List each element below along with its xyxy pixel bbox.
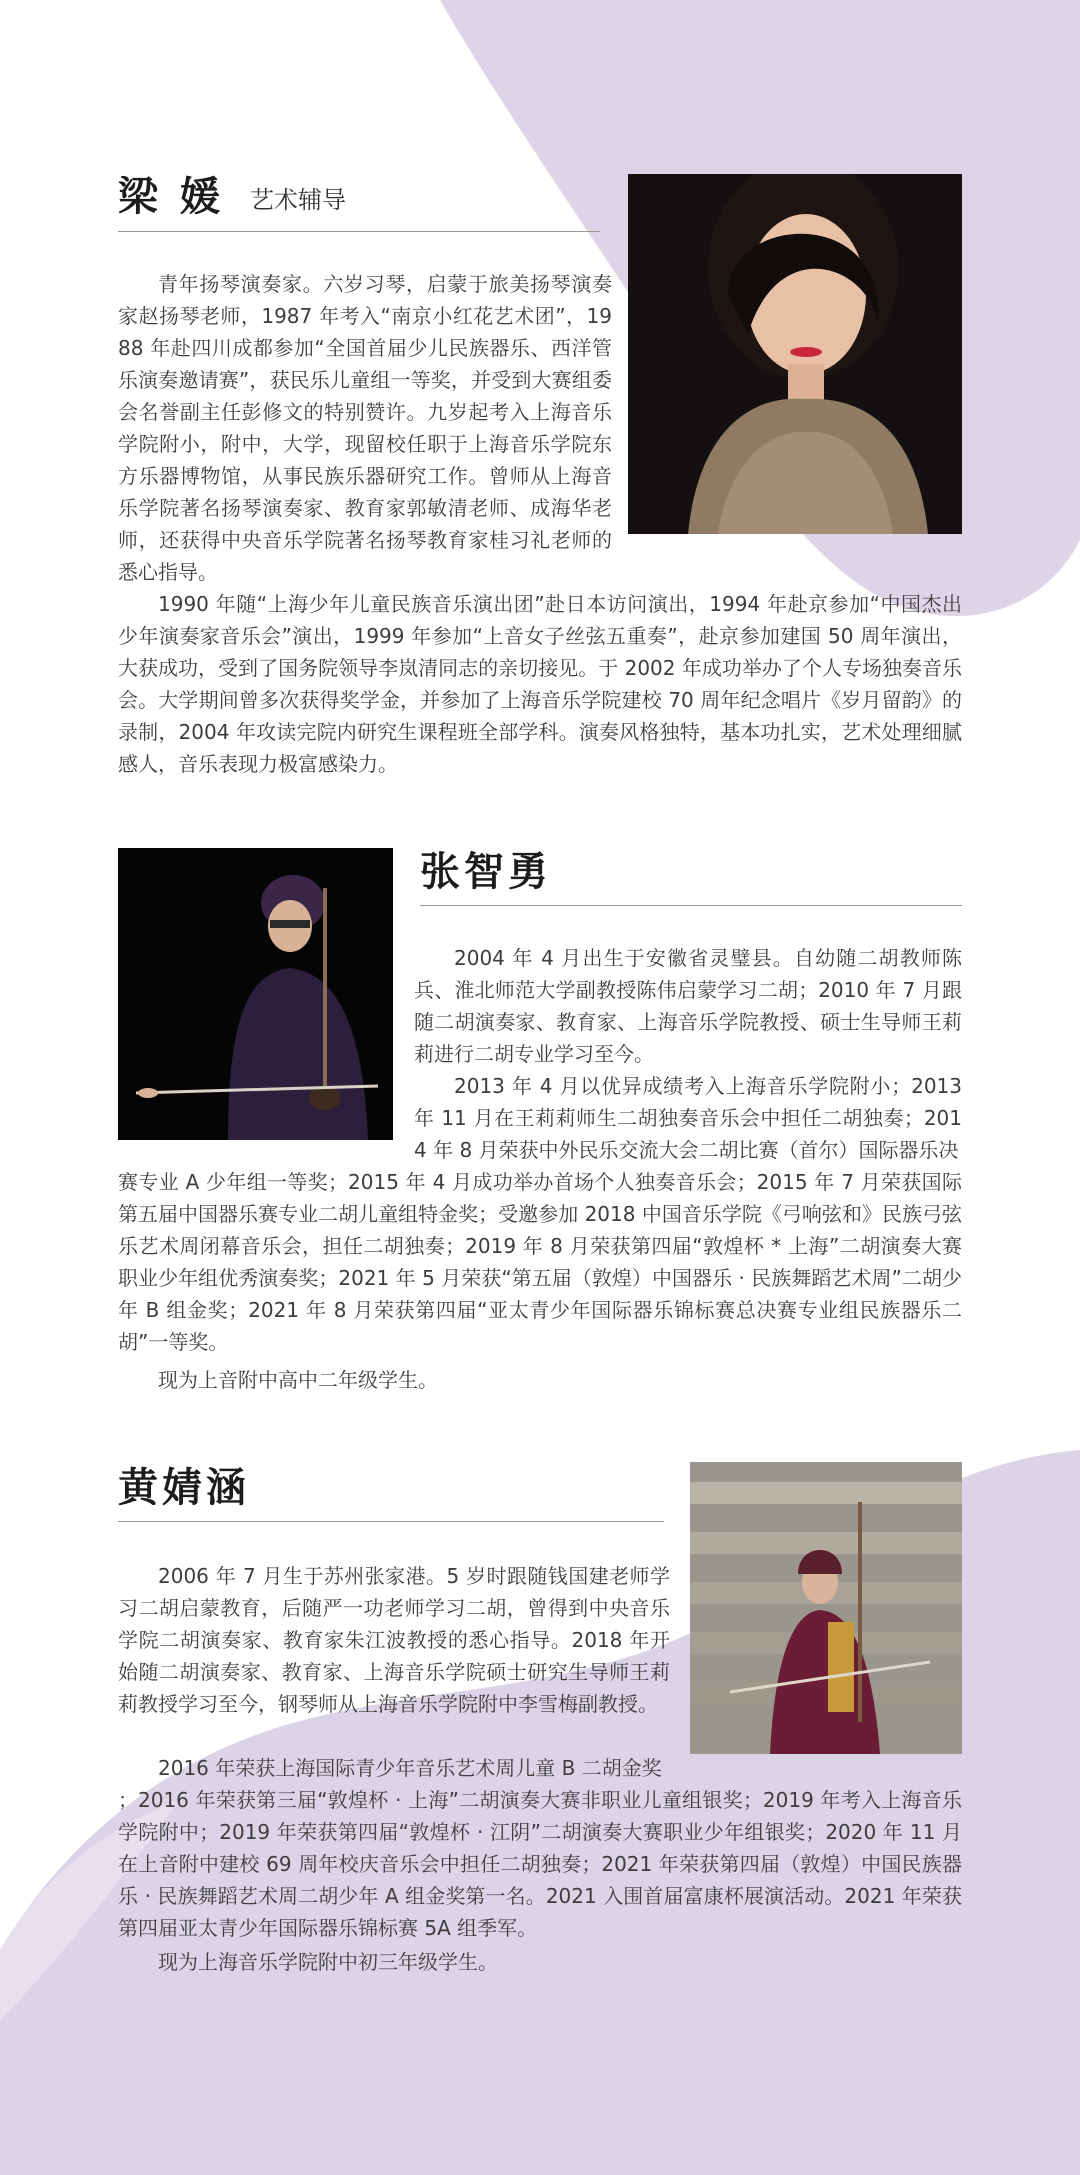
person-name: 梁 媛 [118, 173, 224, 220]
person-name: 张智勇 [420, 848, 552, 895]
bio-paragraph: 青年扬琴演奏家。六岁习琴，启蒙于旅美扬琴演奏家赵扬琴老师，1987 年考入“南京小红花艺术团”，1988 年赴四川成都参加“全国首届少儿民族器乐、西洋管乐演奏邀请赛”，获民乐儿童组一等奖，并受到大赛组委会名誉副主任彭修文的特别赞许。九岁起考入上海音乐学院附小，附中，大学，现留校任职于上海音乐学院东方乐器博物馆，从事民族乐器研究工作。曾师从上海音乐学院著名扬琴演奏家、教育家郭敏清老师、成海华老师，还获得中央音乐学院著名扬琴教育家桂习礼老师的悉心指导。 [118, 272, 612, 584]
bio-paragraph-wrap [118, 1752, 670, 1784]
bio-paragraph: 2004 年 4 月出生于安徽省灵璧县。自幼随二胡教师陈兵、淮北师范大学副教授陈伟启蒙学习二胡；2010 年 7 月跟随二胡演奏家、教育家、上海音乐学院教授、硕士生导师王莉莉进行二胡专业学习至今。 [414, 946, 962, 1066]
bio-paragraph-continued: 赛专业 A 少年组一等奖；2015 年 4 月成功举办首场个人独奏音乐会；2015 年 7 月荣获国际第五届中国器乐赛专业二胡儿童组特金奖；受邀参加 2018 中国音乐学院《弓响弦和》民族弓弦乐艺术周闭幕音乐会，担任二胡独奏；2019 年 8 月荣获第四届“敦煌杯 * 上海”二胡演奏大赛职业少年组优秀演奏奖；2021 年 5 月荣获“第五届（敦煌）中国器乐 · 民族舞蹈艺术周”二胡少年 B 组金奖；2021 年 8 月荣获第四届“亚太青少年国际器乐锦标赛总决赛专业组民族器乐二胡”一等奖。 [118, 1170, 962, 1354]
bio-paragraph-continued: ；2016 年荣获第三届“敦煌杯 · 上海”二胡演奏大赛非职业儿童组银奖；2019 年考入上海音乐学院附中；2019 年荣获第四届“敦煌杯 · 江阴”二胡演奏大赛职业少年组银奖；2020 年 11 月在上音附中建校 69 周年校庆音乐会中担任二胡独奏；2021 年荣获第四届（敦煌）中国民族器乐 · 民族舞蹈艺术周二胡少年 A 组金奖第一名。2021 入围首届富康杯展演活动。2021 年荣获第四届亚太青少年国际器乐锦标赛 5A 组季军。 [118, 1788, 962, 1940]
name-divider [118, 1521, 664, 1522]
bio-paragraph: 2016 年荣获上海国际青少年音乐艺术周儿童 B 二胡金奖 [158, 1756, 662, 1780]
person-name: 黄婧涵 [118, 1464, 250, 1511]
bio-paragraph-closing: 现为上海音乐学院附中初三年级学生。 [158, 1950, 498, 1974]
bio-paragraph: 2006 年 7 月生于苏州张家港。5 岁时跟随钱国建老师学习二胡启蒙教育，后随严一功老师学习二胡，曾得到中央音乐学院二胡演奏家、教育家朱江波教授的悉心指导。2018 年开始随二胡演奏家、教育家、上海音乐学院硕士研究生导师王莉莉教授学习至今，钢琴师从上海音乐学院附中李雪梅副教授。 [118, 1564, 670, 1716]
erhu-performer-photo [690, 1462, 962, 1754]
bio-paragraph-closing: 现为上音附中高中二年级学生。 [158, 1368, 438, 1392]
bio-paragraph: 1990 年随“上海少年儿童民族音乐演出团”赴日本访问演出，1994 年赴京参加“中国杰出少年演奏家音乐会”演出，1999 年参加“上音女子丝弦五重奏”，赴京参加建国 50 周年演出，大获成功，受到了国务院领导李岚清同志的亲切接见。于 2002 年成功举办了个人专场独奏音乐会。大学期间曾多次获得奖学金，并参加了上海音乐学院建校 70 周年纪念唱片《岁月留韵》的录制，2004 年攻读完院内研究生课程班全部学科。演奏风格独特，基本功扎实，艺术处理细腻感人，音乐表现力极富感染力。 [118, 592, 962, 776]
person-role: 艺术辅导 [250, 186, 346, 214]
bio-paragraph: 2013 年 4 月以优异成绩考入上海音乐学院附小；2013 年 11 月在王莉莉师生二胡独奏音乐会中担任二胡独奏；2014 年 8 月荣获中外民乐交流大会二胡比赛（首尔）国际器乐决 [414, 1074, 962, 1162]
